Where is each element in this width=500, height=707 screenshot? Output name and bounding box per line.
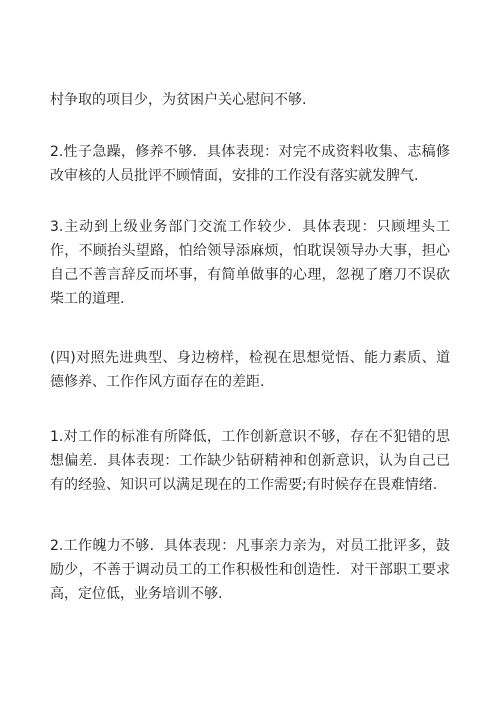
paragraph-item-2-courage: 2.工作魄力不够．具体表现：凡事亲力亲为，对员工批评多，鼓励少，不善于调动员工的工作积极性和创造性．对干部职工要求高，定位低，业务培训不够. — [50, 538, 450, 602]
paragraph-section-4-heading: (四)对照先进典型、身边榜样，检视在思想觉悟、能力素质、道德修养、工作作风方面存在的差距. — [50, 350, 450, 390]
paragraph-item-1-standards: 1.对工作的标准有所降低，工作创新意识不够，存在不犯错的思想偏差．具体表现：工作缺少钻研精神和创新意识，认为自己已有的经验、知识可以满足现在的工作需要;有时候存在畏难情绪. — [50, 429, 450, 493]
paragraph-continuation: 村争取的项目少，为贫困户关心慰问不够. — [50, 92, 307, 108]
paragraph-item-2-temper: 2.性子急躁，修养不够．具体表现：对完不成资料收集、志稿修改审核的人员批评不顾情面，安排的工作没有落实就发脾气. — [50, 144, 450, 184]
paragraph-item-3-communication: 3.主动到上级业务部门交流工作较少．具体表现：只顾埋头工作，不顾抬头望路，怕给领导添麻烦，怕耽误领导办大事，担心自己不善言辞反而坏事，有简单做事的心理，忽视了磨刀不误砍柴工的道理. — [50, 219, 450, 307]
